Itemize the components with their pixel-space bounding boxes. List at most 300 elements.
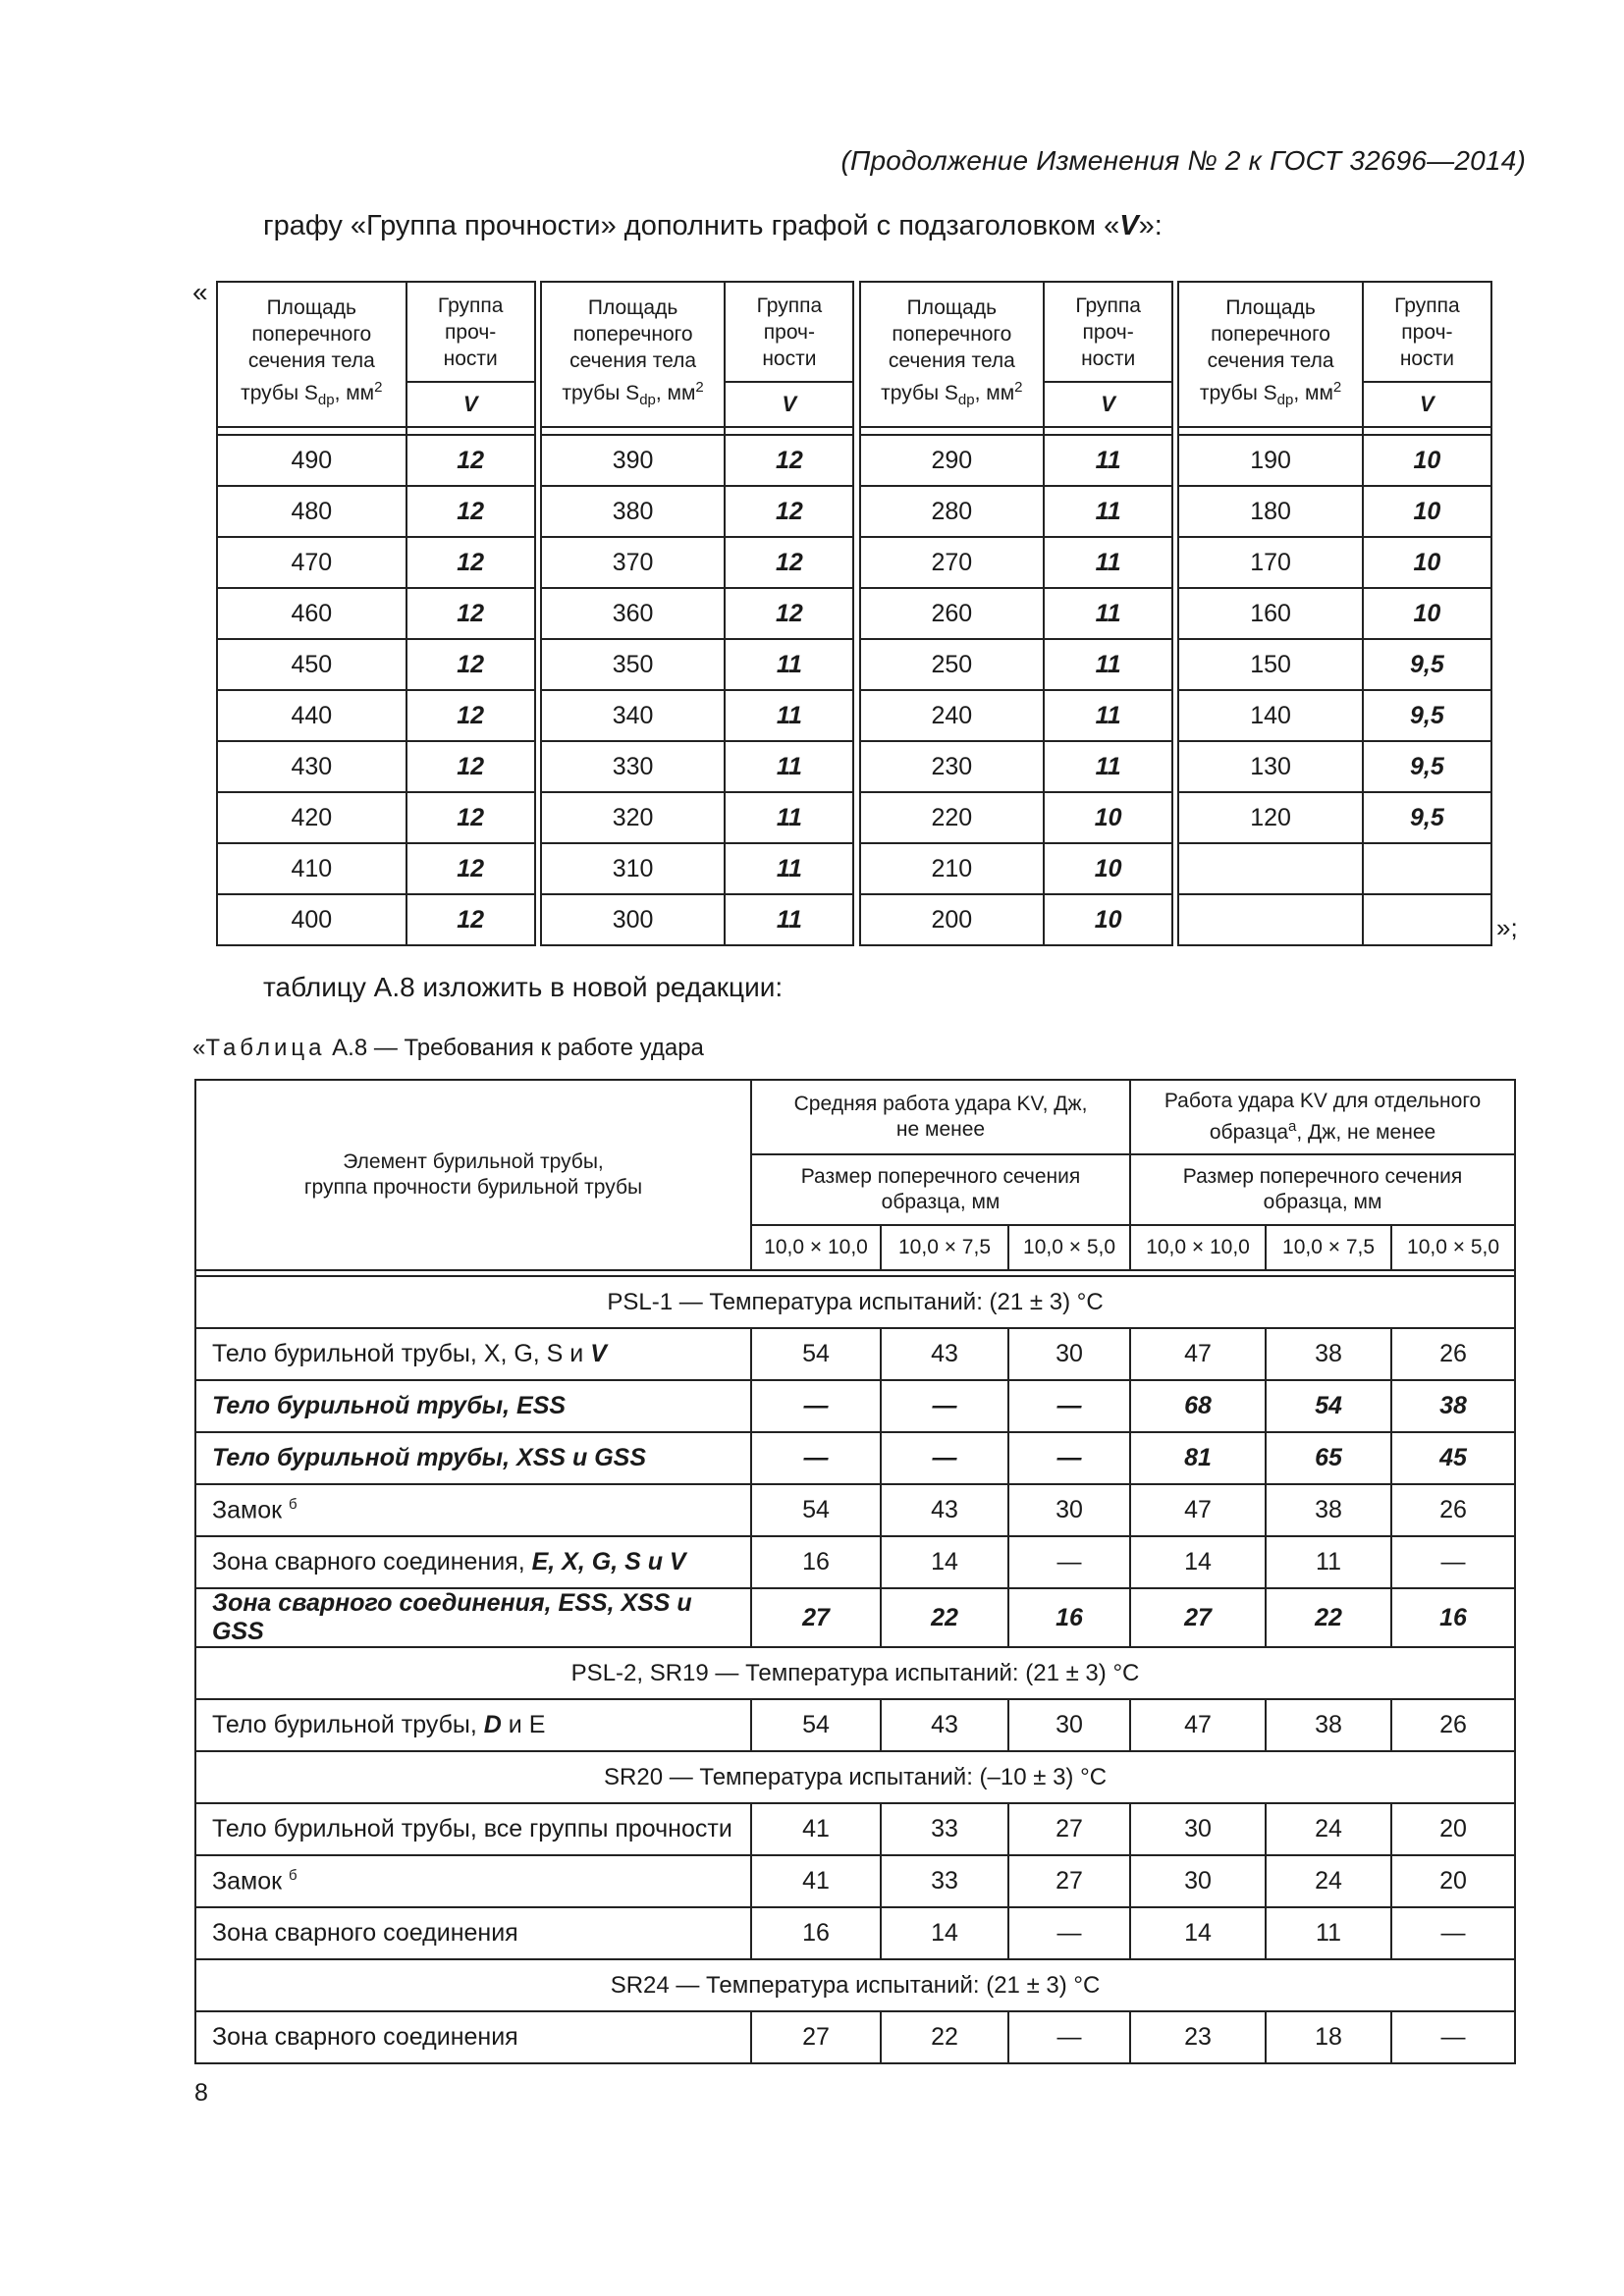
t1-group-cell: 10	[1363, 588, 1491, 639]
t2-size-header	[1130, 1154, 1515, 1225]
t2-value-cell: 22	[881, 1588, 1008, 1647]
t2-section-title: SR20 — Температура испытаний: (–10 ± 3) °С	[195, 1751, 1515, 1803]
t2-section-title: SR24 — Температура испытаний: (21 ± 3) °С	[195, 1959, 1515, 2011]
t1-area-cell: 230	[860, 741, 1044, 792]
t1-row	[217, 843, 1491, 894]
t2-row-label	[195, 1380, 751, 1432]
t1-area-header	[217, 282, 406, 427]
t2-avg-header-l2: не менее	[895, 1118, 986, 1141]
t2-value-cell: 24	[1266, 1855, 1391, 1907]
t2-value-cell: 14	[1130, 1907, 1266, 1959]
t2-value-cell: —	[751, 1432, 881, 1484]
t2-value-cell: 30	[1130, 1855, 1266, 1907]
t1-group-header-line: Группа	[1075, 294, 1141, 317]
t1-area-header-unit: , мм	[655, 382, 696, 405]
t1-area-header	[541, 282, 725, 427]
t1-area-cell: 150	[1178, 639, 1362, 690]
t1-row	[217, 690, 1491, 741]
t2-avg-header-l1: Средняя работа удара KV, Дж,	[793, 1093, 1088, 1115]
quote-close: »;	[1496, 913, 1518, 942]
t2-value-cell: —	[1391, 1536, 1515, 1588]
t1-group-cell: 10	[1044, 894, 1172, 945]
t1-area-header-sub: dp	[317, 392, 335, 409]
t1-area-cell: 140	[1178, 690, 1362, 741]
t2-value-cell: 11	[1266, 1907, 1391, 1959]
t2-row-label	[195, 1855, 751, 1907]
t1-group-cell: 10	[1044, 792, 1172, 843]
t1-area-header-line: Площадь	[266, 296, 356, 320]
t2-row-label-sup: б	[288, 1495, 298, 1513]
caption-table-word: Таблица	[205, 1035, 326, 1061]
t1-area-header-line: поперечного	[572, 323, 693, 347]
t1-group-header-line: ности	[762, 347, 817, 370]
t1-area-cell: 120	[1178, 792, 1362, 843]
t2-element-header	[195, 1080, 751, 1270]
t1-row	[217, 588, 1491, 639]
t1-area-header-sup: 2	[374, 379, 383, 397]
t2-row-label	[195, 2011, 751, 2063]
t2-header-row-1	[195, 1080, 1515, 1154]
t1-group-subheader: V	[725, 382, 853, 427]
strength-group-table	[216, 281, 1492, 946]
t2-value-cell: 26	[1391, 1699, 1515, 1751]
t2-value-cell: 20	[1391, 1855, 1515, 1907]
intro-paragraph-1	[263, 210, 1163, 242]
t2-value-cell: —	[1008, 1536, 1130, 1588]
t1-area-header-line: Площадь	[1225, 296, 1316, 320]
t1-group-cell: 10	[1363, 486, 1491, 537]
t2-avg-header	[751, 1080, 1130, 1154]
t1-group-cell: 12	[406, 690, 535, 741]
t2-element-header-l2: группа прочности бурильной трубы	[303, 1176, 643, 1199]
t2-value-cell: —	[751, 1380, 881, 1432]
intro1-after: »:	[1138, 210, 1163, 241]
intro1-text: графу «Группа прочности» дополнить графой с подзаголовком «	[263, 210, 1120, 241]
t2-value-cell: 30	[1008, 1484, 1130, 1536]
t2-row-label-text: Тело бурильной трубы, XSS и GSS	[212, 1444, 647, 1471]
t1-area-header-last: трубы S	[1199, 382, 1277, 405]
t2-ind-header	[1130, 1080, 1515, 1154]
t2-value-cell: —	[1008, 2011, 1130, 2063]
t2-value-cell: 27	[751, 1588, 881, 1647]
t2-size-header	[751, 1154, 1130, 1225]
t1-sep-cell	[1363, 427, 1491, 435]
t2-row-label	[195, 1328, 751, 1380]
t1-sep-cell	[217, 427, 406, 435]
t1-area-cell	[1178, 894, 1362, 945]
t2-row-label-text: Тело бурильной трубы, ESS	[212, 1392, 567, 1419]
caption-prefix: «	[192, 1035, 206, 1061]
t1-area-cell: 350	[541, 639, 725, 690]
t1-group-cell: 11	[1044, 639, 1172, 690]
t1-area-cell: 310	[541, 843, 725, 894]
t1-group-subheader: V	[1044, 382, 1172, 427]
t1-area-cell: 240	[860, 690, 1044, 741]
t1-area-header-line: сечения тела	[888, 349, 1015, 373]
t2-row-label	[195, 1907, 751, 1959]
t2-value-cell: —	[881, 1380, 1008, 1432]
t2-value-cell: 27	[751, 2011, 881, 2063]
t2-row-label-text: Тело бурильной трубы,	[212, 1711, 484, 1738]
t1-area-cell: 270	[860, 537, 1044, 588]
t1-sep-cell	[1044, 427, 1172, 435]
t2-row-label-text: Зона сварного соединения, ESS, XSS и GSS	[212, 1589, 692, 1645]
t1-group-header-line: Группа	[437, 294, 504, 317]
t2-value-cell: 30	[1130, 1803, 1266, 1855]
t1-row	[217, 486, 1491, 537]
t2-size-cell: 10,0 × 5,0	[1008, 1225, 1130, 1270]
t1-area-cell: 220	[860, 792, 1044, 843]
t1-area-header	[1178, 282, 1362, 427]
t2-value-cell: 43	[881, 1484, 1008, 1536]
t2-element-header-l1: Элемент бурильной трубы,	[343, 1150, 604, 1173]
t1-group-cell: 10	[1044, 843, 1172, 894]
t2-size-cell: 10,0 × 7,5	[1266, 1225, 1391, 1270]
t2-ind-header-sup: а	[1288, 1118, 1297, 1135]
t2-value-cell: 47	[1130, 1484, 1266, 1536]
t1-area-cell: 280	[860, 486, 1044, 537]
t1-area-cell: 380	[541, 486, 725, 537]
t1-group-cell: 12	[406, 435, 535, 486]
t1-area-cell: 480	[217, 486, 406, 537]
t1-area-cell: 200	[860, 894, 1044, 945]
t2-value-cell: 54	[751, 1484, 881, 1536]
t2-value-cell: 54	[751, 1328, 881, 1380]
t1-area-cell: 330	[541, 741, 725, 792]
t1-group-cell: 12	[725, 588, 853, 639]
t2-row-label-bold: E, X, G, S и V	[531, 1548, 686, 1575]
t2-section-row	[195, 1276, 1515, 1328]
t2-size-cell: 10,0 × 10,0	[751, 1225, 881, 1270]
t1-group-header-line: проч-	[763, 320, 815, 344]
t2-row-label	[195, 1536, 751, 1588]
t1-group-cell: 9,5	[1363, 792, 1491, 843]
t1-group-cell: 12	[406, 486, 535, 537]
t1-area-cell: 390	[541, 435, 725, 486]
t2-ind-header-l2b: , Дж, не менее	[1296, 1121, 1436, 1144]
t1-group-header-line: ности	[1399, 347, 1454, 370]
t2-row	[195, 1328, 1515, 1380]
t2-value-cell: —	[881, 1432, 1008, 1484]
t1-group-cell: 9,5	[1363, 741, 1491, 792]
t2-value-cell: 16	[751, 1536, 881, 1588]
t2-value-cell: 68	[1130, 1380, 1266, 1432]
t2-size-header-l2: образца, мм	[881, 1191, 1001, 1213]
t2-value-cell: 24	[1266, 1803, 1391, 1855]
t2-row	[195, 2011, 1515, 2063]
t2-row-label	[195, 1803, 751, 1855]
intro1-bold: V	[1119, 210, 1139, 241]
t2-section-title: PSL-2, SR19 — Температура испытаний: (21 ± 3) °С	[195, 1647, 1515, 1699]
t1-area-cell: 300	[541, 894, 725, 945]
t1-area-cell: 490	[217, 435, 406, 486]
t2-row	[195, 1536, 1515, 1588]
t1-group-cell: 9,5	[1363, 639, 1491, 690]
t1-area-cell: 170	[1178, 537, 1362, 588]
t2-ind-header-l1: Работа удара KV для отдельного	[1164, 1090, 1482, 1112]
t2-row-label-text: Тело бурильной трубы, X, G, S и	[212, 1340, 591, 1367]
t1-group-cell: 11	[725, 843, 853, 894]
t1-area-cell: 290	[860, 435, 1044, 486]
t2-value-cell: 33	[881, 1803, 1008, 1855]
t2-section-row	[195, 1959, 1515, 2011]
t2-value-cell: 14	[881, 1536, 1008, 1588]
t2-row-label-text: Замок	[212, 1867, 289, 1896]
t1-area-header-line: поперечного	[892, 323, 1012, 347]
t2-value-cell: 54	[751, 1699, 881, 1751]
t1-group-subheader: V	[1363, 382, 1491, 427]
t1-group-subheader: V	[406, 382, 535, 427]
t2-value-cell: 33	[881, 1855, 1008, 1907]
t2-value-cell: 14	[1130, 1536, 1266, 1588]
t1-row	[217, 537, 1491, 588]
t1-group-cell: 12	[725, 537, 853, 588]
t1-group-header	[725, 282, 853, 382]
t2-row-label	[195, 1484, 751, 1536]
intro-paragraph-2: таблицу А.8 изложить в новой редакции:	[263, 972, 784, 1002]
t1-area-header-sub: dp	[1276, 392, 1294, 409]
t2-value-cell: 41	[751, 1855, 881, 1907]
t1-area-cell: 460	[217, 588, 406, 639]
t2-row	[195, 1803, 1515, 1855]
t1-sep-cell	[725, 427, 853, 435]
t2-row	[195, 1588, 1515, 1647]
t1-area-cell: 430	[217, 741, 406, 792]
t1-row	[217, 639, 1491, 690]
t1-area-cell: 340	[541, 690, 725, 741]
t1-row	[217, 741, 1491, 792]
t2-size-cell: 10,0 × 5,0	[1391, 1225, 1515, 1270]
t2-value-cell: 47	[1130, 1699, 1266, 1751]
t1-row	[217, 435, 1491, 486]
t1-group-cell: 12	[725, 486, 853, 537]
t2-value-cell: —	[1008, 1432, 1130, 1484]
t2-row	[195, 1855, 1515, 1907]
t2-value-cell: 30	[1008, 1699, 1130, 1751]
t2-value-cell: 14	[881, 1907, 1008, 1959]
t2-value-cell: 81	[1130, 1432, 1266, 1484]
t1-group-header-line: ности	[443, 347, 498, 370]
t2-value-cell: 38	[1266, 1484, 1391, 1536]
t1-area-header-unit: , мм	[974, 382, 1015, 405]
t2-value-cell: 27	[1130, 1588, 1266, 1647]
t2-row	[195, 1380, 1515, 1432]
t2-size-header-l1: Размер поперечного сечения	[1182, 1165, 1463, 1188]
t2-row-label	[195, 1699, 751, 1751]
t2-value-cell: 45	[1391, 1432, 1515, 1484]
t1-group-cell: 12	[406, 537, 535, 588]
t1-area-cell: 370	[541, 537, 725, 588]
t2-value-cell: —	[1391, 2011, 1515, 2063]
t1-group-cell: 12	[406, 741, 535, 792]
page-number: 8	[194, 2079, 208, 2107]
t1-area-header-line: сечения тела	[1207, 349, 1334, 373]
t1-group-cell: 11	[1044, 435, 1172, 486]
t1-area-cell: 160	[1178, 588, 1362, 639]
t1-group-cell: 12	[406, 843, 535, 894]
t1-group-header-line: Группа	[1394, 294, 1460, 317]
t2-value-cell: 47	[1130, 1328, 1266, 1380]
t1-group-cell: 11	[1044, 588, 1172, 639]
t2-value-cell: 65	[1266, 1432, 1391, 1484]
t1-area-cell: 450	[217, 639, 406, 690]
t2-row-label-text: Замок	[212, 1496, 289, 1524]
t1-area-header-last: трубы S	[241, 382, 318, 405]
t1-group-cell: 12	[406, 792, 535, 843]
t1-separator	[217, 427, 1491, 435]
t1-header-row	[217, 282, 1491, 382]
t1-group-header-line: ности	[1081, 347, 1136, 370]
t2-section-title: PSL-1 — Температура испытаний: (21 ± 3) °С	[195, 1276, 1515, 1328]
t1-area-header-line: поперечного	[251, 323, 372, 347]
table-caption	[192, 1035, 704, 1062]
t2-value-cell: 26	[1391, 1484, 1515, 1536]
t2-value-cell: 16	[751, 1907, 881, 1959]
t1-area-header-line: Площадь	[587, 296, 678, 320]
t1-area-header-line: сечения тела	[569, 349, 697, 373]
t1-area-header-sub: dp	[957, 392, 975, 409]
t1-area-cell: 440	[217, 690, 406, 741]
t2-row-label-text: Зона сварного соединения	[212, 2023, 518, 2051]
t1-sep-cell	[860, 427, 1044, 435]
t2-section-row	[195, 1647, 1515, 1699]
t1-area-header-last: трубы S	[562, 382, 640, 405]
t2-row-label-text: Зона сварного соединения	[212, 1919, 518, 1947]
t2-value-cell: 20	[1391, 1803, 1515, 1855]
t2-value-cell: 43	[881, 1699, 1008, 1751]
t2-row	[195, 1699, 1515, 1751]
t2-row-label-text: Зона сварного соединения,	[212, 1548, 532, 1575]
t2-row-label	[195, 1432, 751, 1484]
t1-area-header-last: трубы S	[881, 382, 958, 405]
page-header: (Продолжение Изменения № 2 к ГОСТ 32696—2014)	[840, 145, 1526, 176]
t2-value-cell: 38	[1391, 1380, 1515, 1432]
t1-area-header	[860, 282, 1044, 427]
t1-area-header-line: сечения тела	[247, 349, 375, 373]
t1-group-cell: 11	[1044, 690, 1172, 741]
t1-group-cell: 12	[406, 588, 535, 639]
t2-row-label-bold: V	[590, 1340, 607, 1367]
t1-group-cell	[1363, 843, 1491, 894]
t1-group-cell: 12	[406, 639, 535, 690]
t1-group-header-line: проч-	[1082, 320, 1134, 344]
t2-value-cell: —	[1391, 1907, 1515, 1959]
t2-value-cell: 16	[1391, 1588, 1515, 1647]
t2-row-label-bold: D	[483, 1711, 502, 1738]
t1-area-cell: 470	[217, 537, 406, 588]
t1-area-header-sup: 2	[695, 379, 704, 397]
t1-group-cell: 11	[725, 894, 853, 945]
t2-value-cell: —	[1008, 1380, 1130, 1432]
t1-group-cell: 12	[406, 894, 535, 945]
t2-value-cell: 38	[1266, 1328, 1391, 1380]
t2-size-cell: 10,0 × 10,0	[1130, 1225, 1266, 1270]
t1-group-cell: 12	[725, 435, 853, 486]
t1-area-header-line: Площадь	[906, 296, 998, 320]
t1-group-header	[1044, 282, 1172, 382]
t2-row	[195, 1484, 1515, 1536]
t1-area-cell: 190	[1178, 435, 1362, 486]
t2-value-cell: 26	[1391, 1328, 1515, 1380]
t1-area-cell: 320	[541, 792, 725, 843]
t1-area-header-unit: , мм	[1293, 382, 1333, 405]
t2-value-cell: 27	[1008, 1855, 1130, 1907]
t1-group-cell: 11	[725, 690, 853, 741]
t1-area-cell: 180	[1178, 486, 1362, 537]
t2-value-cell: —	[1008, 1907, 1130, 1959]
t1-area-cell: 260	[860, 588, 1044, 639]
t2-value-cell: 38	[1266, 1699, 1391, 1751]
t1-area-cell: 400	[217, 894, 406, 945]
t1-area-header-unit: , мм	[334, 382, 375, 405]
t1-group-cell: 11	[1044, 537, 1172, 588]
t1-group-header	[406, 282, 535, 382]
t1-area-header-sup: 2	[1014, 379, 1023, 397]
t1-group-cell: 10	[1363, 537, 1491, 588]
t1-area-header-line: поперечного	[1211, 323, 1330, 347]
t1-sep-cell	[541, 427, 725, 435]
t2-section-row	[195, 1751, 1515, 1803]
t1-group-cell: 11	[1044, 741, 1172, 792]
t2-value-cell: 16	[1008, 1588, 1130, 1647]
t1-area-header-sub: dp	[639, 392, 656, 409]
t2-row	[195, 1432, 1515, 1484]
t2-value-cell: 54	[1266, 1380, 1391, 1432]
t1-row	[217, 792, 1491, 843]
t1-group-cell	[1363, 894, 1491, 945]
t2-row-label-text: Тело бурильной трубы, все группы прочности	[212, 1815, 732, 1842]
t2-value-cell: 11	[1266, 1536, 1391, 1588]
impact-work-table	[194, 1079, 1516, 2064]
t1-area-cell: 210	[860, 843, 1044, 894]
quote-open: «	[192, 277, 208, 307]
t2-value-cell: 30	[1008, 1328, 1130, 1380]
t2-size-header-l1: Размер поперечного сечения	[800, 1165, 1081, 1188]
t1-group-header-line: проч-	[1401, 320, 1453, 344]
t1-group-cell: 11	[1044, 486, 1172, 537]
t2-value-cell: 22	[881, 2011, 1008, 2063]
t1-group-header-line: Группа	[756, 294, 823, 317]
t1-group-cell: 10	[1363, 435, 1491, 486]
t2-row-label-after: и E	[501, 1711, 546, 1738]
t1-row	[217, 894, 1491, 945]
t1-group-cell: 9,5	[1363, 690, 1491, 741]
t2-value-cell: 41	[751, 1803, 881, 1855]
t1-group-header	[1363, 282, 1491, 382]
caption-rest: А.8 — Требования к работе удара	[325, 1035, 704, 1061]
t1-area-cell: 360	[541, 588, 725, 639]
t1-group-cell: 11	[725, 741, 853, 792]
t2-value-cell: 18	[1266, 2011, 1391, 2063]
t1-area-cell: 420	[217, 792, 406, 843]
t2-value-cell: 23	[1130, 2011, 1266, 2063]
t1-sep-cell	[406, 427, 535, 435]
t1-area-cell	[1178, 843, 1362, 894]
t2-value-cell: 22	[1266, 1588, 1391, 1647]
t2-row-label	[195, 1588, 751, 1647]
t1-group-cell: 11	[725, 792, 853, 843]
t2-row	[195, 1907, 1515, 1959]
t1-group-cell: 11	[725, 639, 853, 690]
t1-area-cell: 130	[1178, 741, 1362, 792]
t1-area-cell: 250	[860, 639, 1044, 690]
t1-sep-cell	[1178, 427, 1362, 435]
t2-value-cell: 27	[1008, 1803, 1130, 1855]
t1-area-header-sup: 2	[1332, 379, 1342, 397]
t2-size-header-l2: образца, мм	[1263, 1191, 1382, 1213]
t2-ind-header-l2a: образца	[1209, 1121, 1289, 1144]
t2-row-label-sup: б	[288, 1866, 298, 1884]
